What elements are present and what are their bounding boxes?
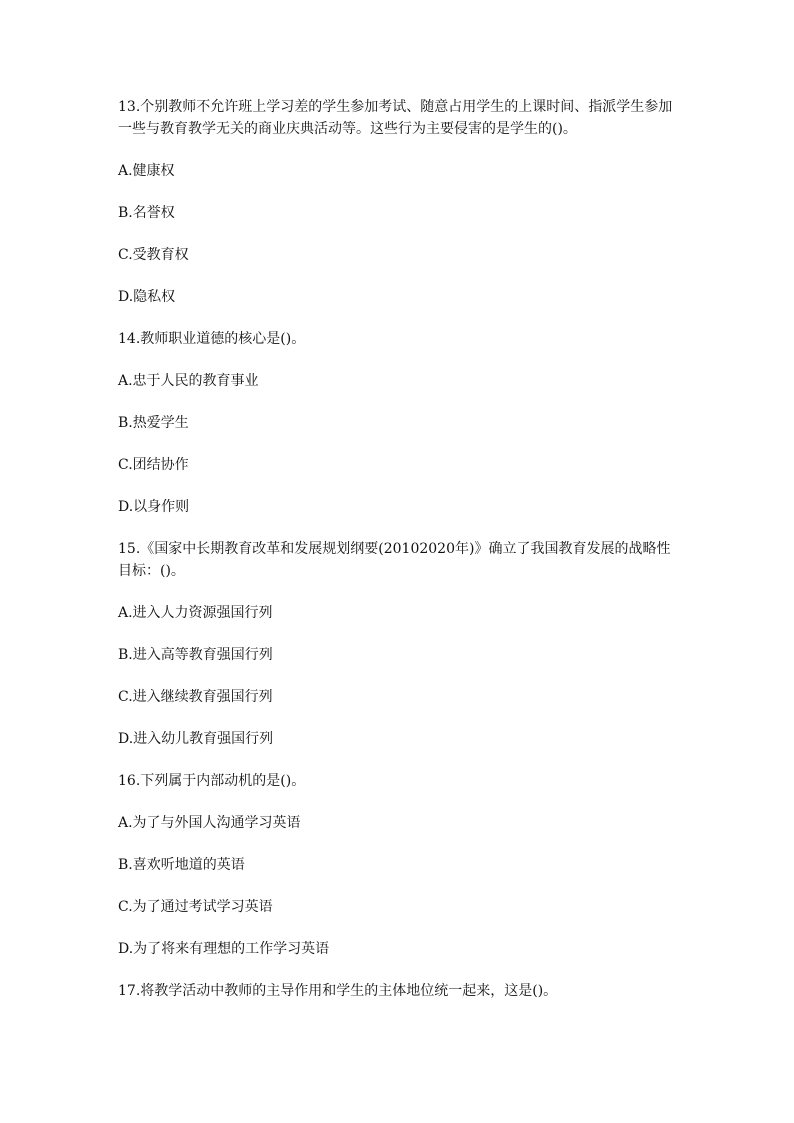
document-page — [118, 96, 678, 1022]
option-13-a — [118, 160, 678, 182]
question-text: 15.《国家中长期教育改革和发展规划纲要(20102020年)》确立了我国教育发展的战略性目标：()。 — [118, 541, 671, 579]
option-14-c — [118, 454, 678, 476]
question-16 — [118, 770, 678, 792]
question-15 — [118, 538, 678, 582]
option-text: A.进入人力资源强国行列 — [118, 605, 273, 621]
question-text: 17.将教学活动中教师的主导作用和学生的主体地位统一起来，这是()。 — [118, 983, 558, 999]
question-text: 13.个别教师不允许班上学习差的学生参加考试、随意占用学生的上课时间、指派学生参加一些与教育教学无关的商业庆典活动等。这些行为主要侵害的是学生的()。 — [118, 99, 673, 137]
option-16-b — [118, 854, 678, 876]
option-text: C.为了通过考试学习英语 — [118, 899, 273, 915]
option-text: A.忠于人民的教育事业 — [118, 373, 259, 389]
option-text: C.团结协作 — [118, 457, 189, 473]
option-15-a — [118, 602, 678, 624]
option-14-b — [118, 412, 678, 434]
option-15-b — [118, 644, 678, 666]
option-text: C.受教育权 — [118, 247, 189, 263]
option-text: B.进入高等教育强国行列 — [118, 647, 273, 663]
option-text: D.以身作则 — [118, 499, 190, 515]
option-text: D.进入幼儿教育强国行列 — [118, 731, 274, 747]
option-16-d — [118, 938, 678, 960]
question-14 — [118, 328, 678, 350]
option-text: A.为了与外国人沟通学习英语 — [118, 815, 301, 831]
option-13-b — [118, 202, 678, 224]
option-text: D.为了将来有理想的工作学习英语 — [118, 941, 330, 957]
option-text: A.健康权 — [118, 163, 175, 179]
option-text: B.喜欢听地道的英语 — [118, 857, 245, 873]
option-text: D.隐私权 — [118, 289, 176, 305]
question-17 — [118, 980, 678, 1002]
option-14-d — [118, 496, 678, 518]
option-15-d — [118, 728, 678, 750]
option-16-a — [118, 812, 678, 834]
option-13-c — [118, 244, 678, 266]
question-13 — [118, 96, 678, 140]
option-14-a — [118, 370, 678, 392]
option-text: C.进入继续教育强国行列 — [118, 689, 273, 705]
option-16-c — [118, 896, 678, 918]
question-text: 16.下列属于内部动机的是()。 — [118, 773, 306, 789]
option-15-c — [118, 686, 678, 708]
option-text: B.热爱学生 — [118, 415, 189, 431]
option-13-d — [118, 286, 678, 308]
question-text: 14.教师职业道德的核心是()。 — [118, 331, 306, 347]
option-text: B.名誉权 — [118, 205, 175, 221]
